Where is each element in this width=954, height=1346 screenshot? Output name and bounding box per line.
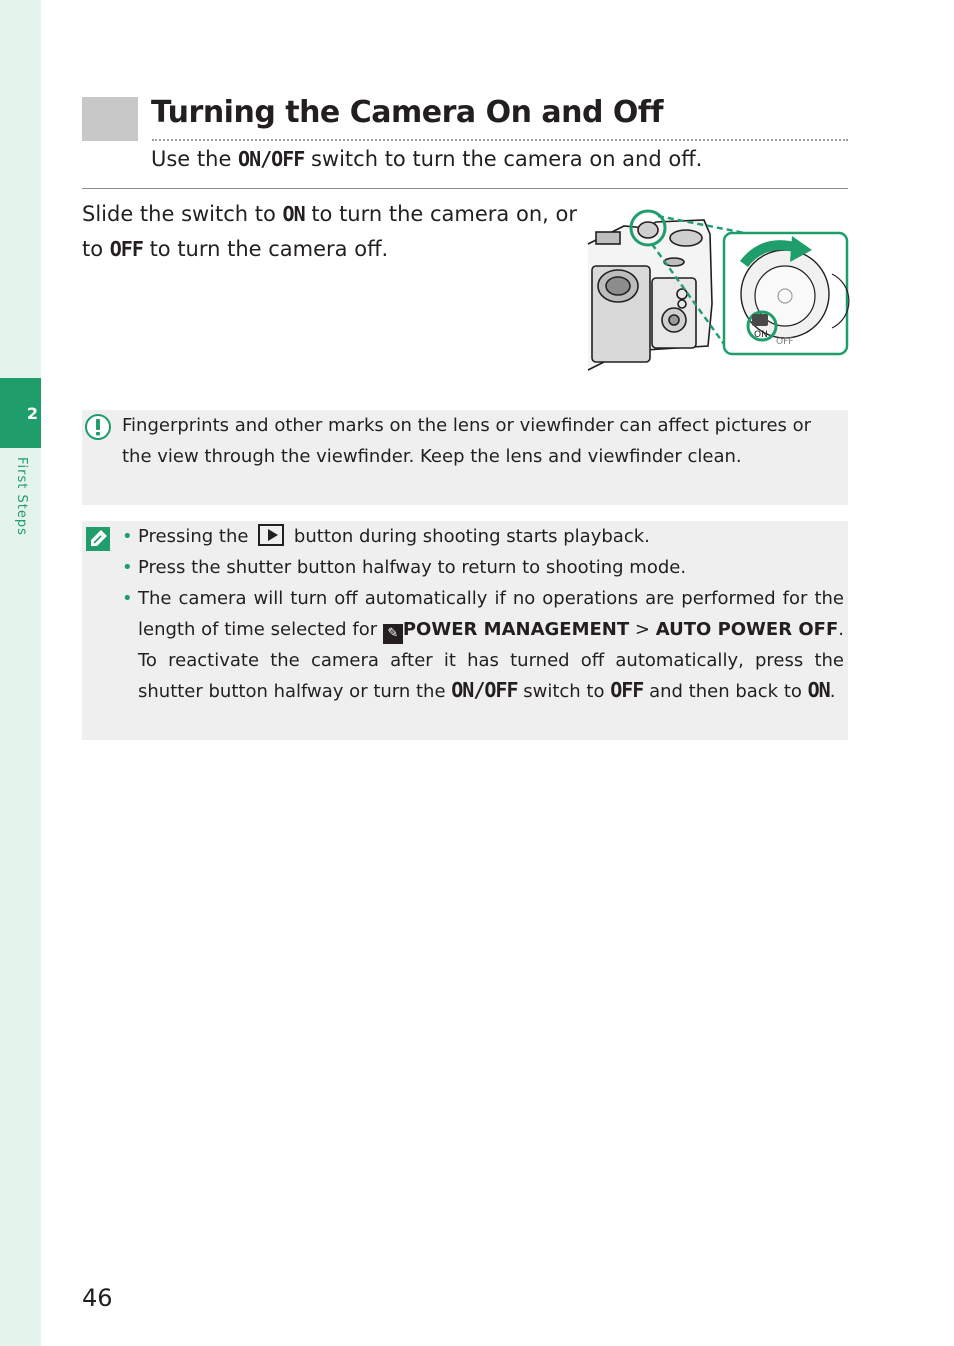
lead-text-2: to turn the camera on, or to — [82, 202, 577, 261]
chapter-label: First Steps — [14, 457, 29, 536]
list-bullet: • — [122, 557, 133, 578]
tip2-text: Press the shutter button halfway to return to shooting mode. — [138, 557, 687, 578]
page-title: Turning the Camera On and Off — [151, 95, 664, 130]
lead-text-3: to turn the camera off. — [142, 237, 389, 261]
heading-marker — [82, 97, 138, 141]
list-item — [122, 583, 844, 707]
caution-icon — [85, 414, 111, 440]
setup-menu-icon: ✎ — [383, 624, 403, 644]
tips-list — [122, 521, 844, 707]
page-number: 46 — [82, 1284, 113, 1312]
tip1-text-2: button during shooting starts playback. — [288, 526, 650, 547]
tip3-text-3: switch to — [517, 681, 611, 702]
title-dotted-rule — [152, 139, 848, 141]
chapter-side-strip — [0, 0, 41, 1346]
onoff-key-label: ON/OFF — [238, 147, 305, 171]
on-key-label: ON — [807, 678, 830, 702]
switch-off-label: OFF — [776, 337, 794, 347]
subtitle-text-2: switch to turn the camera on and off. — [304, 147, 703, 171]
section-divider — [82, 188, 848, 189]
chapter-number: 2 — [26, 403, 38, 423]
tip3-text-4: and then back to — [643, 681, 808, 702]
chapter-tab — [0, 378, 41, 448]
off-key-label: OFF — [109, 237, 143, 261]
power-management-menu-label: POWER MANAGEMENT — [402, 619, 630, 640]
list-item — [122, 552, 844, 583]
tip3-text-2: . To reactivate the camera after it has turned off automatically, press the shutter button halfway or turn the — [138, 619, 844, 702]
tip3-text-5: . — [829, 681, 836, 702]
tips-note — [82, 521, 848, 740]
list-bullet: • — [122, 588, 133, 609]
camera-switch-illustration — [586, 204, 850, 380]
list-bullet: • — [122, 526, 133, 547]
auto-power-off-menu-label: AUTO POWER OFF — [655, 619, 839, 640]
camera-body-drawing — [588, 220, 712, 370]
subtitle-text-1: Use the — [151, 147, 239, 171]
menu-separator: > — [629, 619, 656, 640]
switch-on-label: ON — [754, 330, 768, 340]
off-key-label: OFF — [610, 678, 644, 702]
switch-inset — [724, 233, 849, 354]
subtitle — [151, 147, 702, 171]
tip3-text-1: The camera will turn off automatically if no operations are performed for the length of time selected for — [138, 588, 844, 640]
note-icon — [85, 526, 111, 552]
lead-text-1: Slide the switch to — [82, 202, 283, 226]
caution-note — [82, 410, 848, 505]
tip1-text-1: Pressing the — [138, 526, 255, 547]
caution-text: Fingerprints and other marks on the lens or viewfinder can affect pictures or the view through the viewfinder. Keep the lens and viewfinder clean. — [122, 415, 812, 467]
list-item — [122, 521, 844, 552]
playback-icon — [258, 524, 284, 546]
onoff-key-label: ON/OFF — [451, 678, 518, 702]
on-key-label: ON — [282, 202, 305, 226]
lead-paragraph — [82, 197, 582, 267]
